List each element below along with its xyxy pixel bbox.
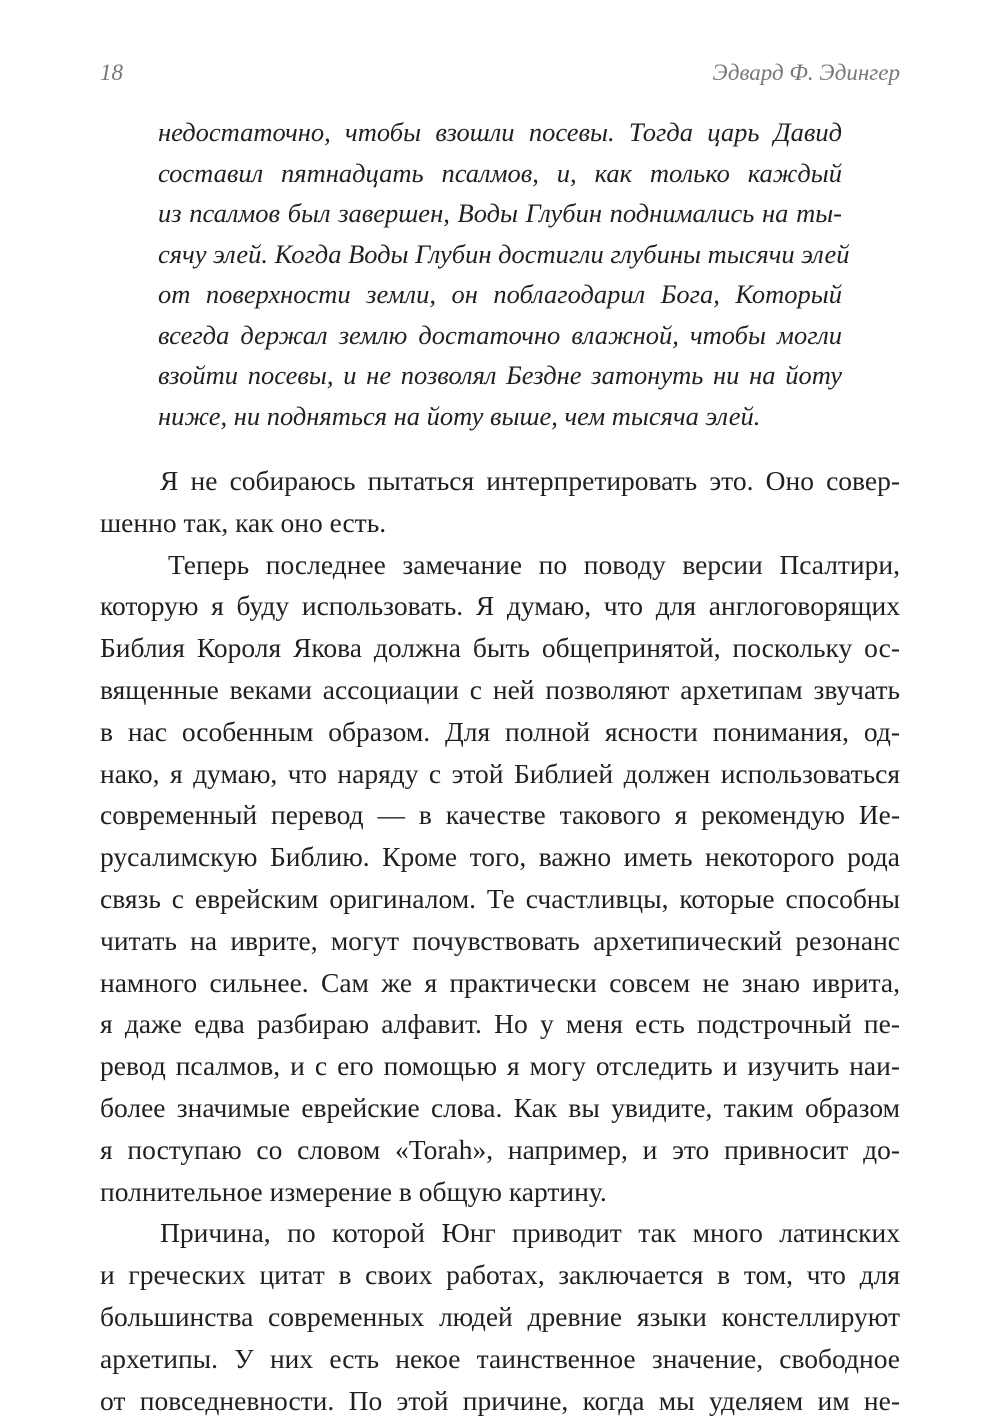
- text-line: полнительное измерение в общую картину.: [100, 1175, 607, 1207]
- paragraph-1: [100, 460, 900, 544]
- text-line: архетипы. У них есть некое таинственное значение, свободное: [100, 1342, 900, 1374]
- text-line: ревод псалмов, и с его помощью я могу отследить и изучить наи-: [100, 1050, 900, 1082]
- quote-line: сячу элей. Когда Воды Глубин достигли глубины тысячи элей: [158, 238, 850, 269]
- text-line: русалимскую Библию. Кроме того, важно иметь некоторого рода: [100, 841, 900, 873]
- quote-line: всегда держал землю достаточно влажной, чтобы могли: [158, 319, 842, 350]
- text-line: Библия Короля Якова должна быть общепринятой, поскольку ос-: [100, 632, 900, 664]
- text-line: большинства современных людей древние языки констеллируют: [100, 1300, 900, 1332]
- block-quote: [158, 112, 850, 436]
- text-line: намного сильнее. Сам же я практически совсем не знаю иврита,: [100, 966, 900, 998]
- quote-line: недостаточно, чтобы взошли посевы. Тогда царь Давид: [158, 117, 842, 147]
- text-line: я поступаю со словом «Torah», например, и это привносит до-: [100, 1133, 900, 1165]
- text-line: я даже едва разбираю алфавит. Но у меня есть подстрочный пе-: [100, 1008, 900, 1040]
- text-line: Я не собираюсь пытаться интерпретировать это. Оно совер-: [160, 465, 900, 496]
- text-line: читать на иврите, могут почувствовать архетипический резонанс: [100, 924, 900, 956]
- text-line: нако, я думаю, что наряду с этой Библией должен использоваться: [100, 757, 900, 789]
- text-line: Причина, по которой Юнг приводит так много латинских: [160, 1217, 900, 1249]
- page-number: 18: [100, 60, 123, 85]
- text-line: шенно так, как оно есть.: [100, 506, 387, 538]
- text-line: Теперь последнее замечание по поводу версии Псалтири,: [168, 548, 900, 580]
- quote-line: составил пятнадцать псалмов, и, как только каждый: [158, 157, 842, 188]
- text-line: вященные веками ассоциации с ней позволяют архетипам звучать: [100, 673, 900, 705]
- body-text: [100, 460, 900, 1421]
- text-line: которую я буду использовать. Я думаю, что для англоговорящих: [100, 590, 900, 622]
- paragraph-2: [100, 544, 900, 1213]
- text-line: и греческих цитат в своих работах, заключается в том, что для: [100, 1259, 900, 1291]
- running-header: [100, 60, 900, 90]
- quote-line: взойти посевы, и не позволял Бездне затонуть ни на йоту: [158, 360, 842, 390]
- text-line: современный перевод — в качестве такового я рекомендую Ие-: [100, 799, 900, 831]
- paragraph-3: [100, 1212, 900, 1421]
- quote-line: из псалмов был завершен, Воды Глубин поднимались на ты-: [158, 198, 842, 228]
- quote-line: от поверхности земли, он поблагодарил Бога, Который: [158, 279, 842, 309]
- book-author-header: Эдвард Ф. Эдингер: [712, 60, 900, 85]
- text-line: от повседневности. По этой причине, когда мы уделяем им не-: [100, 1384, 900, 1416]
- text-line: в нас особенным образом. Для полной ясности понимания, од-: [100, 715, 900, 747]
- text-line: связь с еврейским оригиналом. Те счастливцы, которые способны: [100, 882, 900, 914]
- quote-line: ниже, ни подняться на йоту выше, чем тысяча элей.: [158, 400, 761, 431]
- text-line: более значимые еврейские слова. Как вы увидите, таким образом: [100, 1091, 900, 1123]
